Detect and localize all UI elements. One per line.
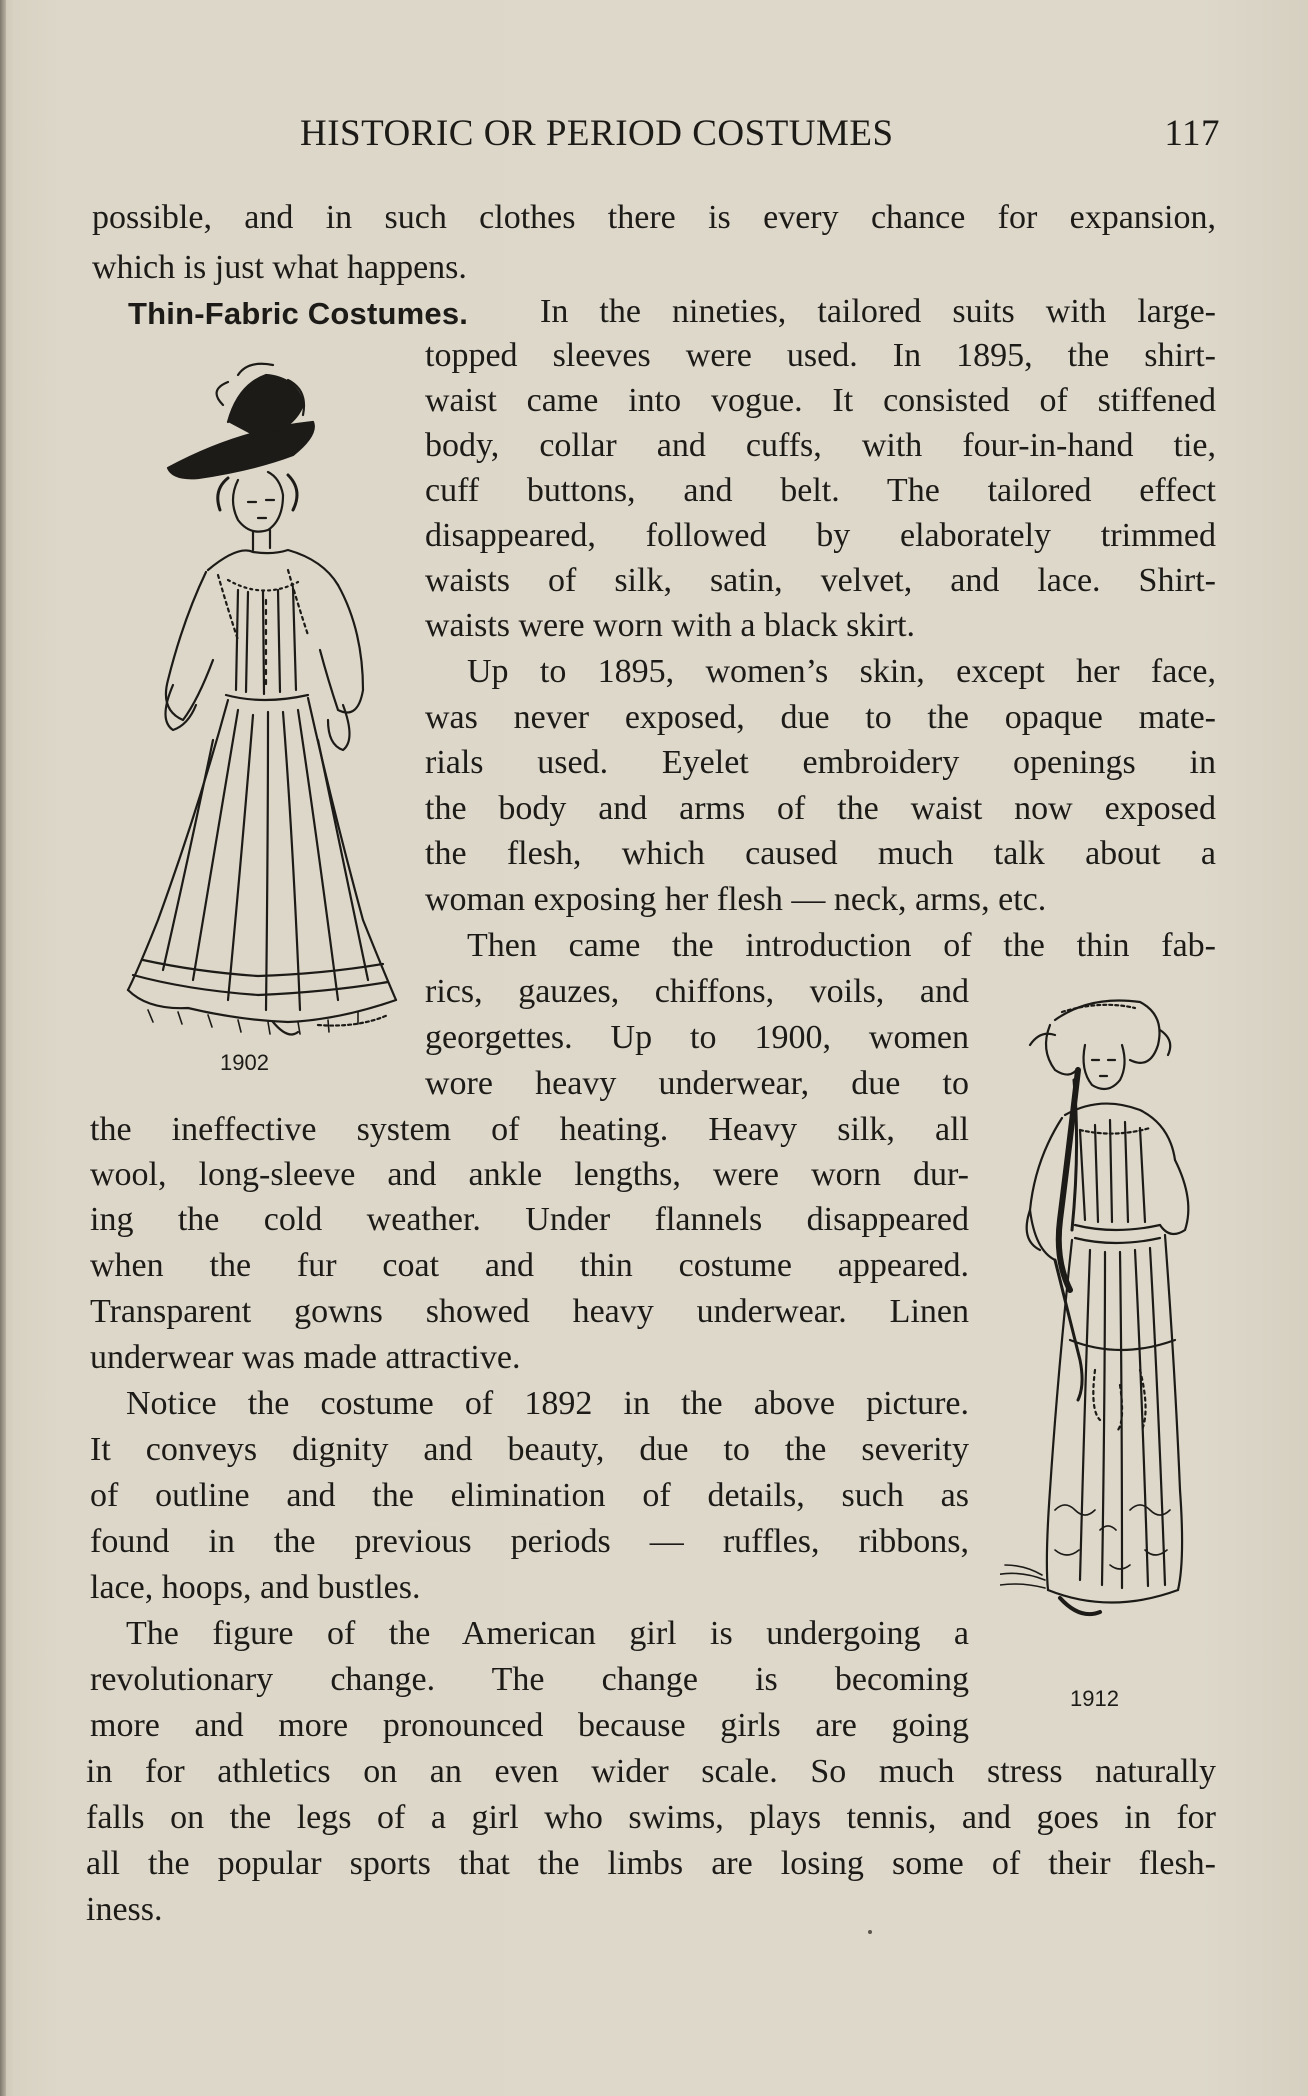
text-line-10: waists were worn with a black skirt. bbox=[425, 607, 916, 644]
text-line-21: the ineffective system of heating. Heavy silk, all bbox=[90, 1111, 969, 1148]
costume-illustration-1912 bbox=[1000, 990, 1200, 1670]
text-line-17: Then came the introduction of the thin fab- bbox=[467, 927, 1216, 964]
page-header bbox=[300, 112, 1220, 162]
text-line-31: lace, hoops, and bustles. bbox=[90, 1569, 421, 1606]
ink-speck bbox=[868, 1930, 872, 1934]
book-spine-shadow bbox=[0, 0, 6, 2096]
page-number: 117 bbox=[1164, 113, 1220, 154]
text-line-18: rics, gauzes, chiffons, voils, and bbox=[425, 973, 969, 1010]
text-line-22: wool, long-sleeve and ankle lengths, were worn dur- bbox=[90, 1156, 969, 1193]
text-line-13: rials used. Eyelet embroidery openings in bbox=[425, 744, 1216, 781]
text-line-12: was never exposed, due to the opaque mate- bbox=[425, 699, 1216, 736]
text-line-8: disappeared, followed by elaborately trimmed bbox=[425, 517, 1216, 554]
text-line-35: in for athletics on an even wider scale. So much stress naturally bbox=[86, 1753, 1216, 1790]
figure-caption-1912: 1912 bbox=[1070, 1686, 1119, 1711]
text-line-29: of outline and the elimination of details, such as bbox=[90, 1477, 969, 1514]
text-line-26: underwear was made attractive. bbox=[90, 1339, 521, 1376]
text-line-11: Up to 1895, women’s skin, except her face, bbox=[467, 653, 1216, 690]
text-line-36: falls on the legs of a girl who swims, plays tennis, and goes in for bbox=[86, 1799, 1216, 1836]
text-line-3: In the nineties, tailored suits with large- bbox=[540, 293, 1216, 330]
text-line-27: Notice the costume of 1892 in the above picture. bbox=[126, 1385, 969, 1422]
text-line-16: woman exposing her flesh — neck, arms, etc. bbox=[425, 881, 1047, 918]
text-line-38: iness. bbox=[86, 1891, 163, 1928]
text-line-23: ing the cold weather. Under flannels disappeared bbox=[90, 1201, 969, 1238]
text-line-19: georgettes. Up to 1900, women bbox=[425, 1019, 969, 1056]
text-line-33: revolutionary change. The change is becoming bbox=[90, 1661, 969, 1698]
text-line-6: body, collar and cuffs, with four-in-hand tie, bbox=[425, 427, 1216, 464]
text-line-37: all the popular sports that the limbs are losing some of their flesh- bbox=[86, 1845, 1216, 1882]
running-head: HISTORIC OR PERIOD COSTUMES bbox=[300, 113, 894, 154]
text-line-5: waist came into vogue. It consisted of stiffened bbox=[425, 382, 1216, 419]
text-line-1: possible, and in such clothes there is every chance for expansion, bbox=[92, 199, 1216, 236]
figure-caption-1902: 1902 bbox=[220, 1050, 269, 1075]
text-line-2: which is just what happens. bbox=[92, 249, 467, 286]
text-line-24: when the fur coat and thin costume appeared. bbox=[90, 1247, 969, 1284]
text-line-34: more and more pronounced because girls are going bbox=[90, 1707, 969, 1744]
text-line-4: topped sleeves were used. In 1895, the shirt- bbox=[425, 337, 1216, 374]
costume-illustration-1902 bbox=[88, 360, 408, 1050]
text-line-15: the flesh, which caused much talk about a bbox=[425, 835, 1216, 872]
text-line-32: The figure of the American girl is undergoing a bbox=[126, 1615, 969, 1652]
text-line-14: the body and arms of the waist now exposed bbox=[425, 790, 1216, 827]
text-line-28: It conveys dignity and beauty, due to the severity bbox=[90, 1431, 969, 1468]
text-line-30: found in the previous periods — ruffles, ribbons, bbox=[90, 1523, 969, 1560]
text-line-9: waists of silk, satin, velvet, and lace. Shirt- bbox=[425, 562, 1216, 599]
text-line-20: wore heavy underwear, due to bbox=[425, 1065, 969, 1102]
text-line-25: Transparent gowns showed heavy underwear. Linen bbox=[90, 1293, 969, 1330]
section-heading: Thin-Fabric Costumes. bbox=[128, 296, 469, 331]
text-line-7: cuff buttons, and belt. The tailored effect bbox=[425, 472, 1216, 509]
